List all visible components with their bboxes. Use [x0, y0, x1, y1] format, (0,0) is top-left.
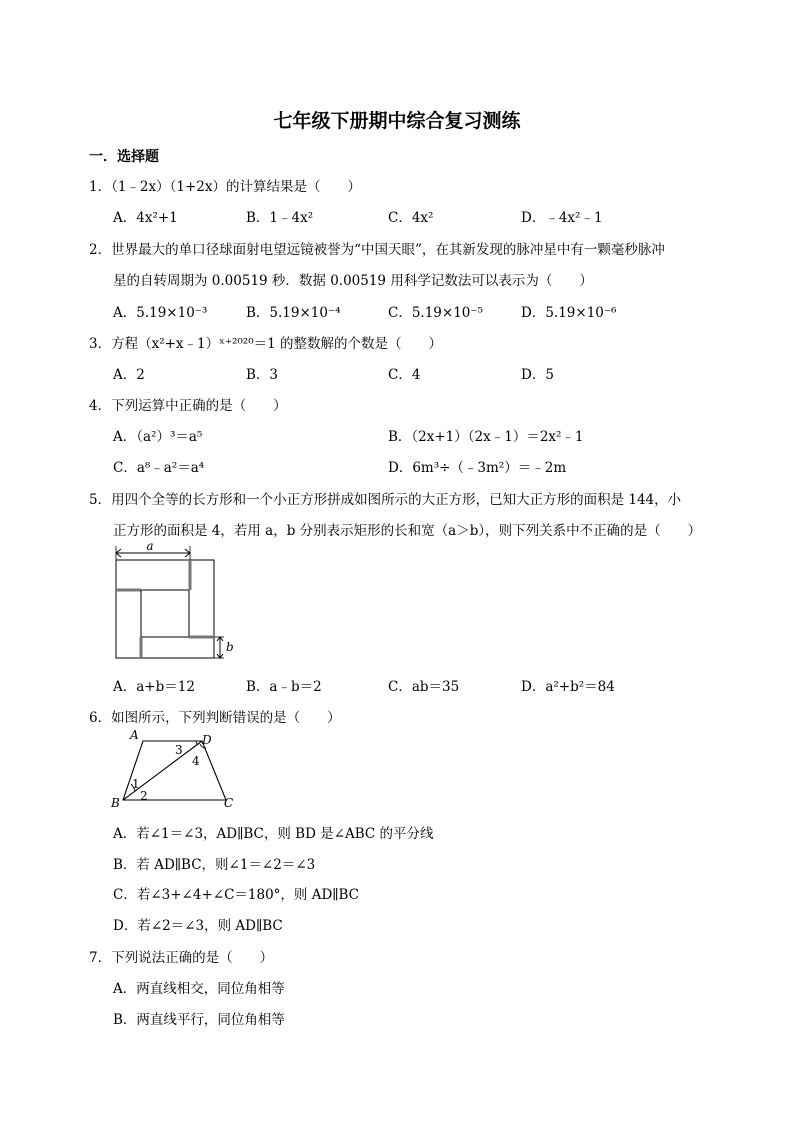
section-heading: 一．选择题 — [89, 149, 159, 165]
q2-option-a: A．5.19×10⁻³ — [113, 305, 208, 321]
q6-option-d: D．若∠2＝∠3，则 AD∥BC — [113, 918, 283, 934]
q1-option-c: C．4x² — [388, 210, 434, 226]
q6-option-c: C．若∠3+∠4+∠C＝180°，则 AD∥BC — [113, 887, 360, 903]
vertex-b: B — [111, 796, 120, 810]
q2-option-c: C．5.19×10⁻⁵ — [388, 305, 483, 321]
q1-option-b: B．1﹣4x² — [246, 210, 314, 226]
angle-3-label: 3 — [175, 743, 183, 757]
label-a: a — [146, 539, 154, 553]
q5-option-c: C．ab＝35 — [388, 679, 460, 695]
question-7-stem: 7．下列说法正确的是（ ） — [89, 950, 274, 966]
q3-option-a: A．2 — [113, 367, 145, 383]
trapezoid-diagram — [108, 730, 248, 810]
q3-option-c: C．4 — [388, 367, 421, 383]
angle-2-label: 2 — [140, 789, 148, 803]
question-1-stem: 1．（1﹣2x）（1+2x）的计算结果是（ ） — [89, 179, 361, 195]
question-4-stem: 4．下列运算中正确的是（ ） — [89, 398, 287, 414]
question-2-stem-line2: 星的自转周期为 0.00519 秒．数据 0.00519 用科学记数法可以表示为（ ） — [113, 273, 593, 289]
label-b: b — [226, 640, 234, 654]
page-title: 七年级下册期中综合复习测练 — [273, 110, 521, 132]
q5-option-d: D．a²+b²＝84 — [521, 679, 615, 695]
q5-option-b: B．a﹣b＝2 — [246, 679, 322, 695]
question-2-stem-line1: 2．世界最大的单口径球面射电望远镜被誉为“中国天眼”，在其新发现的脉冲星中有一颗毫秒脉冲 — [89, 242, 665, 258]
angle-1-label: 1 — [132, 777, 140, 791]
q6-option-a: A．若∠1＝∠3，AD∥BC，则 BD 是∠ABC 的平分线 — [113, 826, 434, 842]
question-6-stem: 6．如图所示，下列判断错误的是（ ） — [89, 710, 341, 726]
q1-option-d: D．﹣4x²﹣1 — [521, 210, 603, 226]
q2-option-d: D．5.19×10⁻⁶ — [521, 305, 617, 321]
q7-option-a: A．两直线相交，同位角相等 — [113, 981, 285, 997]
question-5-stem-line1: 5．用四个全等的长方形和一个小正方形拼成如图所示的大正方形，已知大正方形的面积是 144，小 — [89, 492, 682, 508]
q5-option-a: A．a+b＝12 — [113, 679, 195, 695]
square-diagram — [108, 538, 238, 666]
q1-option-a: A．4x²+1 — [113, 210, 178, 226]
diagonal-bd — [123, 741, 202, 800]
q2-option-b: B．5.19×10⁻⁴ — [246, 305, 341, 321]
vertex-c: C — [224, 796, 234, 810]
small-square — [141, 590, 189, 637]
angle-4-label: 4 — [192, 754, 200, 768]
question-3-stem: 3．方程（x²+x﹣1）ˣ⁺²⁰²⁰＝1 的整数解的个数是（ ） — [89, 336, 443, 352]
q7-option-b: B．两直线平行，同位角相等 — [113, 1012, 285, 1028]
q4-option-a: A．（a²）³＝a⁵ — [113, 429, 203, 445]
q4-option-c: C．a⁸﹣a²＝a⁴ — [113, 460, 205, 476]
q6-option-b: B．若 AD∥BC，则∠1＝∠2＝∠3 — [113, 857, 316, 873]
big-square — [116, 560, 214, 658]
vertex-a: A — [130, 730, 139, 742]
q4-option-d: D．6m³÷（﹣3m²）＝﹣2m — [388, 460, 567, 476]
q3-option-b: B．3 — [246, 367, 279, 383]
q4-option-b: B．（2x+1）（2x﹣1）＝2x²﹣1 — [388, 429, 584, 445]
q3-option-d: D．5 — [521, 367, 554, 383]
vertex-d: D — [202, 733, 212, 747]
question-5-stem-line2: 正方形的面积是 4，若用 a，b 分别表示矩形的长和宽（a＞b），则下列关系中不正确的是（ ） — [113, 523, 702, 539]
